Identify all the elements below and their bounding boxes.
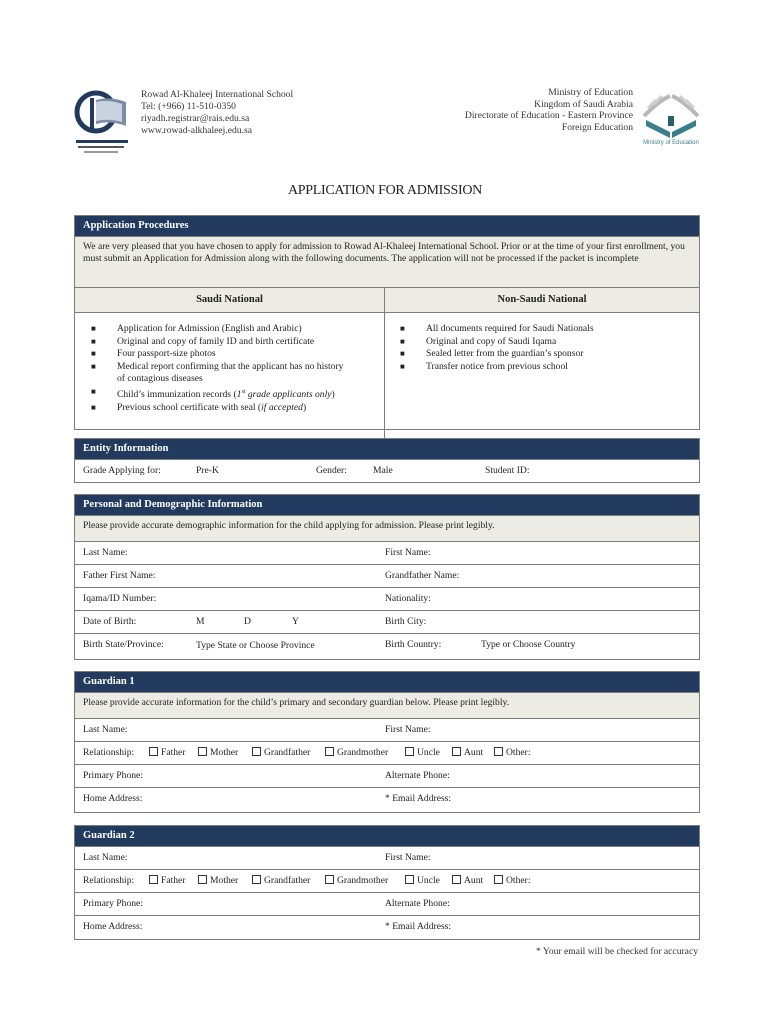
checkbox-icon[interactable] xyxy=(149,875,158,884)
last-name-label: Last Name: xyxy=(83,547,128,558)
non-saudi-national-heading: Non-Saudi National xyxy=(497,294,587,305)
page-title: APPLICATION FOR ADMISSION xyxy=(288,183,482,198)
guardian-2-heading: Guardian 2 xyxy=(75,826,699,846)
relationship-aunt-checkbox[interactable]: Aunt xyxy=(452,747,483,758)
birth-city-label: Birth City: xyxy=(385,616,427,627)
grandfather-name-label: Grandfather Name: xyxy=(385,570,460,581)
entity-heading: Entity Information xyxy=(75,439,699,459)
nationality-label: Nationality: xyxy=(385,593,431,604)
guardian-1-address-row[interactable] xyxy=(75,787,699,810)
procedures-heading: Application Procedures xyxy=(75,216,699,236)
list-item: ■ Original and copy of Saudi Iqama xyxy=(400,335,557,347)
relationship-father-checkbox[interactable]: Father xyxy=(149,875,186,886)
book-logo-icon xyxy=(74,88,132,160)
guardian-1-name-row[interactable] xyxy=(75,718,699,741)
entity-information-section xyxy=(74,438,700,483)
dob-year[interactable]: Y xyxy=(292,616,299,627)
relationship-mother-checkbox[interactable]: Mother xyxy=(198,747,238,758)
list-item: ■ Transfer notice from previous school xyxy=(400,360,568,372)
alternate-phone-label: Alternate Phone: xyxy=(385,898,450,909)
personal-information-section xyxy=(74,494,700,660)
relationship-uncle-checkbox[interactable]: Uncle xyxy=(405,747,440,758)
school-website: www.rowad-alkhaleej.edu.sa xyxy=(141,125,252,136)
guardian-1-relationship-row xyxy=(75,741,699,764)
iqama-label: Iqama/ID Number: xyxy=(83,593,157,604)
gender-label: Gender: xyxy=(316,465,347,476)
checkbox-icon[interactable] xyxy=(452,875,461,884)
personal-heading: Personal and Demographic Information xyxy=(75,495,699,515)
student-id-label: Student ID: xyxy=(485,465,530,476)
saudi-documents-list xyxy=(91,323,381,414)
primary-phone-label: Primary Phone: xyxy=(83,770,143,781)
birth-place-row[interactable] xyxy=(75,633,699,656)
checkbox-icon[interactable] xyxy=(325,747,334,756)
dob-month[interactable]: M xyxy=(196,616,205,627)
home-address-label: Home Address: xyxy=(83,921,143,932)
relationship-grandmother-checkbox[interactable]: Grandmother xyxy=(325,747,388,758)
list-item: ■ Previous school certificate with seal (if accepted) xyxy=(91,401,307,413)
guardian-2-address-row[interactable] xyxy=(75,915,699,938)
ministry-line-1: Ministry of Education xyxy=(548,87,633,98)
date-of-birth-label: Date of Birth: xyxy=(83,616,137,627)
checkbox-icon[interactable] xyxy=(405,875,414,884)
relationship-label: Relationship: xyxy=(83,747,135,758)
birth-state-label: Birth State/Province: xyxy=(83,639,164,650)
document-lists xyxy=(75,312,699,440)
grade-value[interactable]: Pre-K xyxy=(196,465,219,476)
ministry-info xyxy=(465,87,633,133)
checkbox-icon[interactable] xyxy=(494,875,503,884)
first-name-label: First Name: xyxy=(385,852,431,863)
relationship-mother-checkbox[interactable]: Mother xyxy=(198,875,238,886)
relationship-grandfather-checkbox[interactable]: Grandfather xyxy=(252,747,310,758)
list-item: ■ Medical report confirming that the applicant has no history xyxy=(91,360,344,372)
non-saudi-documents-list xyxy=(400,323,690,373)
guardian-2-relationship-row xyxy=(75,869,699,892)
gender-value[interactable]: Male xyxy=(373,465,393,476)
list-item: ■ Original and copy of family ID and birth certificate xyxy=(91,335,315,347)
application-procedures-section xyxy=(74,215,700,430)
email-address-label: * Email Address: xyxy=(385,793,452,804)
list-item: ■ All documents required for Saudi Nationals xyxy=(400,323,594,334)
last-name-label: Last Name: xyxy=(83,724,128,735)
checkbox-icon[interactable] xyxy=(252,747,261,756)
school-email: riyadh.registrar@rais.edu.sa xyxy=(141,113,250,124)
grade-label: Grade Applying for: xyxy=(83,465,161,476)
saudi-national-heading: Saudi National xyxy=(196,294,263,305)
first-name-label: First Name: xyxy=(385,547,431,558)
alternate-phone-label: Alternate Phone: xyxy=(385,770,450,781)
ministry-line-4: Foreign Education xyxy=(561,121,633,133)
list-item-continuation: of contagious diseases xyxy=(117,373,203,385)
birth-country-label: Birth Country: xyxy=(385,639,442,650)
relationship-other-checkbox[interactable]: Other: xyxy=(494,875,531,886)
personal-note: Please provide accurate demographic information for the child applying for admission. Please print legibly. xyxy=(75,515,699,541)
birth-state-select[interactable]: Type State or Choose Province xyxy=(196,640,315,651)
moe-logo xyxy=(640,86,702,154)
list-item: ■ Sealed letter from the guardian’s sponsor xyxy=(400,348,584,360)
father-name-row[interactable] xyxy=(75,564,699,587)
list-item: ■ Child’s immunization records (1st grade applicants only) xyxy=(91,386,335,401)
ministry-line-3: Directorate of Education - Eastern Province xyxy=(464,110,633,121)
school-phone: Tel: (+966) 11-510-0350 xyxy=(141,101,236,112)
list-item: ■ Four passport-size photos xyxy=(91,348,216,360)
home-address-label: Home Address: xyxy=(83,793,143,804)
father-first-name-label: Father First Name: xyxy=(83,570,156,581)
email-footnote: * Your email will be checked for accuracy xyxy=(536,946,698,957)
birth-country-select[interactable]: Type or Choose Country xyxy=(481,639,576,650)
checkbox-icon[interactable] xyxy=(198,747,207,756)
dob-day[interactable]: D xyxy=(244,616,251,627)
nationality-columns-header xyxy=(75,287,699,312)
entity-row xyxy=(75,459,699,482)
iqama-row[interactable] xyxy=(75,587,699,610)
relationship-label: Relationship: xyxy=(83,875,135,886)
email-address-label: * Email Address: xyxy=(385,921,452,932)
primary-phone-label: Primary Phone: xyxy=(83,898,143,909)
guardian-2-section xyxy=(74,825,700,940)
list-item: ■ Application for Admission (English and Arabic) xyxy=(91,323,302,334)
relationship-aunt-checkbox[interactable]: Aunt xyxy=(452,875,483,886)
checkbox-icon[interactable] xyxy=(198,875,207,884)
guardian-1-phone-row[interactable] xyxy=(75,764,699,787)
moe-logo-text: Ministry of Education xyxy=(643,140,699,146)
school-logo xyxy=(74,88,132,160)
guardian-1-section xyxy=(74,671,700,813)
procedures-note: We are very pleased that you have chosen to apply for admission to Rowad Al-Khaleej International School. Prior or at the time of your first enrollment, you must submit an Application for Admission along with the following documents. The application will not be processed if the packet is incomplete xyxy=(75,236,699,287)
ministry-line-2: Kingdom of Saudi Arabia xyxy=(534,98,633,110)
school-contact-info xyxy=(141,89,293,137)
checkbox-icon[interactable] xyxy=(149,747,158,756)
checkbox-icon[interactable] xyxy=(494,747,503,756)
relationship-uncle-checkbox[interactable]: Uncle xyxy=(405,875,440,886)
relationship-grandmother-checkbox[interactable]: Grandmother xyxy=(325,875,388,886)
checkbox-icon[interactable] xyxy=(405,747,414,756)
guardian-2-phone-row[interactable] xyxy=(75,892,699,915)
last-name-label: Last Name: xyxy=(83,852,128,863)
relationship-other-checkbox[interactable]: Other: xyxy=(494,747,531,758)
name-row[interactable] xyxy=(75,541,699,564)
checkbox-icon[interactable] xyxy=(252,875,261,884)
school-name: Rowad Al-Khaleej International School xyxy=(141,89,294,100)
guardian-2-name-row[interactable] xyxy=(75,846,699,869)
birth-date-row[interactable] xyxy=(75,610,699,633)
guardian-1-note: Please provide accurate information for the child’s primary and secondary guardian below. Please print legibly. xyxy=(75,692,699,718)
relationship-grandfather-checkbox[interactable]: Grandfather xyxy=(252,875,310,886)
relationship-father-checkbox[interactable]: Father xyxy=(149,747,186,758)
checkbox-icon[interactable] xyxy=(452,747,461,756)
first-name-label: First Name: xyxy=(385,724,431,735)
checkbox-icon[interactable] xyxy=(325,875,334,884)
guardian-1-heading: Guardian 1 xyxy=(75,672,699,692)
